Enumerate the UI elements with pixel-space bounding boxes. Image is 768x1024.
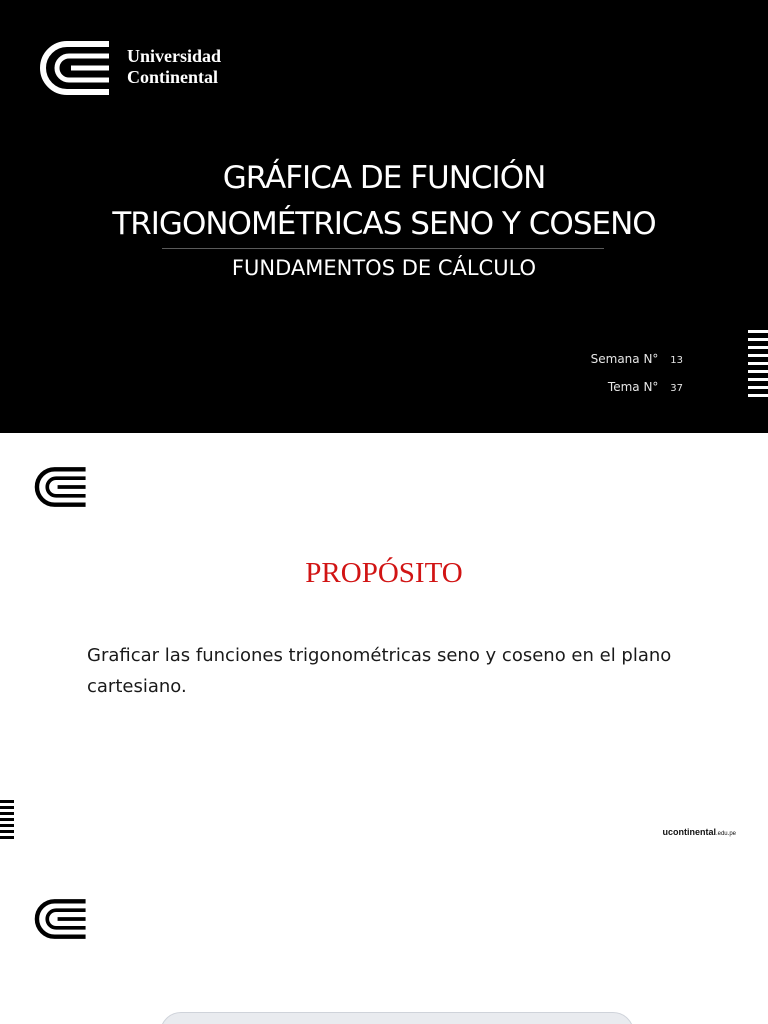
university-logo-icon [34, 466, 90, 508]
semana-label: Semana N° [590, 352, 659, 366]
university-logo-icon [34, 898, 90, 940]
title-divider [162, 248, 604, 249]
website-main: ucontinental [662, 827, 716, 837]
purpose-heading: PROPÓSITO [305, 557, 463, 589]
cover-slide [0, 0, 768, 433]
content-box [160, 1012, 634, 1024]
tema-row [608, 380, 683, 394]
brand-line-2: Continental [127, 67, 219, 87]
brand-line-1: Universidad [127, 46, 222, 66]
title-line-1: GRÁFICA DE FUNCIÓN [222, 160, 546, 196]
tema-label: Tema N° [607, 380, 659, 394]
course-subtitle: FUNDAMENTOS DE CÁLCULO [231, 256, 537, 280]
semana-row [591, 352, 683, 366]
slide-title [0, 155, 768, 247]
stripes-icon [748, 330, 768, 400]
title-line-2: TRIGONOMÉTRICAS SENO Y COSENO [112, 206, 656, 242]
website-footer [662, 827, 736, 837]
next-slide [0, 866, 768, 1024]
tema-value: 37 [670, 383, 683, 394]
purpose-text: Graficar las funciones trigonométricas seno y coseno en el plano cartesiano. [87, 645, 672, 697]
purpose-slide [0, 433, 768, 866]
university-logo-icon [39, 40, 115, 96]
semana-value: 13 [670, 355, 683, 366]
stripes-icon [0, 800, 14, 842]
brand-name [127, 46, 221, 88]
website-suffix: .edu.pe [715, 831, 736, 837]
